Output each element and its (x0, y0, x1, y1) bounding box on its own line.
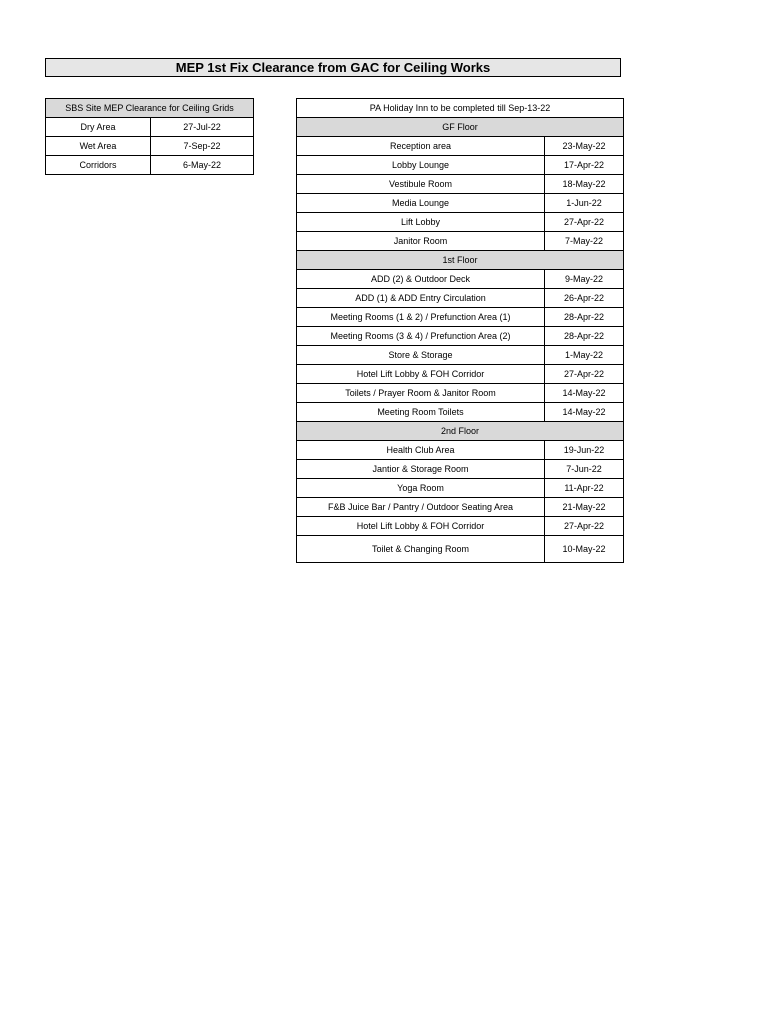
table-row (297, 137, 624, 156)
table-row (297, 327, 624, 346)
table-row (297, 479, 624, 498)
table-row (46, 118, 254, 137)
table-row (297, 175, 624, 194)
date-cell: 27-Jul-22 (151, 118, 254, 137)
area-cell: Toilet & Changing Room (297, 536, 545, 563)
sbs-clearance-table (45, 98, 254, 175)
date-cell: 21-May-22 (545, 498, 624, 517)
table-row (297, 308, 624, 327)
date-cell: 18-May-22 (545, 175, 624, 194)
date-cell: 1-May-22 (545, 346, 624, 365)
table-row (46, 137, 254, 156)
pa-table-header: PA Holiday Inn to be completed till Sep-13-22 (297, 99, 624, 118)
table-row (297, 270, 624, 289)
floor-section-header: 1st Floor (297, 251, 624, 270)
date-cell: 27-Apr-22 (545, 213, 624, 232)
section-header-row (297, 251, 624, 270)
area-cell: Hotel Lift Lobby & FOH Corridor (297, 365, 545, 384)
area-cell: Vestibule Room (297, 175, 545, 194)
area-cell: Dry Area (46, 118, 151, 137)
date-cell: 26-Apr-22 (545, 289, 624, 308)
area-cell: Meeting Rooms (1 & 2) / Prefunction Area (1) (297, 308, 545, 327)
table-row (297, 156, 624, 175)
table-row (297, 403, 624, 422)
pa-holiday-inn-table (296, 98, 624, 563)
area-cell: Toilets / Prayer Room & Janitor Room (297, 384, 545, 403)
area-cell: Reception area (297, 137, 545, 156)
area-cell: Meeting Rooms (3 & 4) / Prefunction Area (2) (297, 327, 545, 346)
area-cell: ADD (2) & Outdoor Deck (297, 270, 545, 289)
date-cell: 14-May-22 (545, 384, 624, 403)
table-row (297, 536, 624, 563)
table-row (297, 213, 624, 232)
date-cell: 14-May-22 (545, 403, 624, 422)
date-cell: 7-May-22 (545, 232, 624, 251)
table-row (297, 232, 624, 251)
date-cell: 7-Jun-22 (545, 460, 624, 479)
sbs-table-header: SBS Site MEP Clearance for Ceiling Grids (46, 99, 254, 118)
area-cell: Store & Storage (297, 346, 545, 365)
table-row (297, 460, 624, 479)
date-cell: 17-Apr-22 (545, 156, 624, 175)
table-row (46, 156, 254, 175)
area-cell: Lift Lobby (297, 213, 545, 232)
area-cell: F&B Juice Bar / Pantry / Outdoor Seating Area (297, 498, 545, 517)
area-cell: Media Lounge (297, 194, 545, 213)
area-cell: Jantior & Storage Room (297, 460, 545, 479)
area-cell: Janitor Room (297, 232, 545, 251)
date-cell: 11-Apr-22 (545, 479, 624, 498)
area-cell: Yoga Room (297, 479, 545, 498)
area-cell: Wet Area (46, 137, 151, 156)
date-cell: 28-Apr-22 (545, 327, 624, 346)
date-cell: 9-May-22 (545, 270, 624, 289)
date-cell: 27-Apr-22 (545, 517, 624, 536)
table-row (297, 384, 624, 403)
table-header-row (46, 99, 254, 118)
area-cell: Hotel Lift Lobby & FOH Corridor (297, 517, 545, 536)
table-row (297, 194, 624, 213)
area-cell: ADD (1) & ADD Entry Circulation (297, 289, 545, 308)
table-row (297, 517, 624, 536)
date-cell: 1-Jun-22 (545, 194, 624, 213)
section-header-row (297, 118, 624, 137)
date-cell: 6-May-22 (151, 156, 254, 175)
area-cell: Meeting Room Toilets (297, 403, 545, 422)
date-cell: 10-May-22 (545, 536, 624, 563)
table-row (297, 365, 624, 384)
table-row (297, 289, 624, 308)
date-cell: 7-Sep-22 (151, 137, 254, 156)
table-row (297, 441, 624, 460)
floor-section-header: GF Floor (297, 118, 624, 137)
section-header-row (297, 422, 624, 441)
date-cell: 19-Jun-22 (545, 441, 624, 460)
area-cell: Lobby Lounge (297, 156, 545, 175)
page-title: MEP 1st Fix Clearance from GAC for Ceiling Works (45, 58, 621, 77)
date-cell: 23-May-22 (545, 137, 624, 156)
area-cell: Health Club Area (297, 441, 545, 460)
table-header-row (297, 99, 624, 118)
date-cell: 28-Apr-22 (545, 308, 624, 327)
table-row (297, 498, 624, 517)
table-row (297, 346, 624, 365)
area-cell: Corridors (46, 156, 151, 175)
floor-section-header: 2nd Floor (297, 422, 624, 441)
date-cell: 27-Apr-22 (545, 365, 624, 384)
